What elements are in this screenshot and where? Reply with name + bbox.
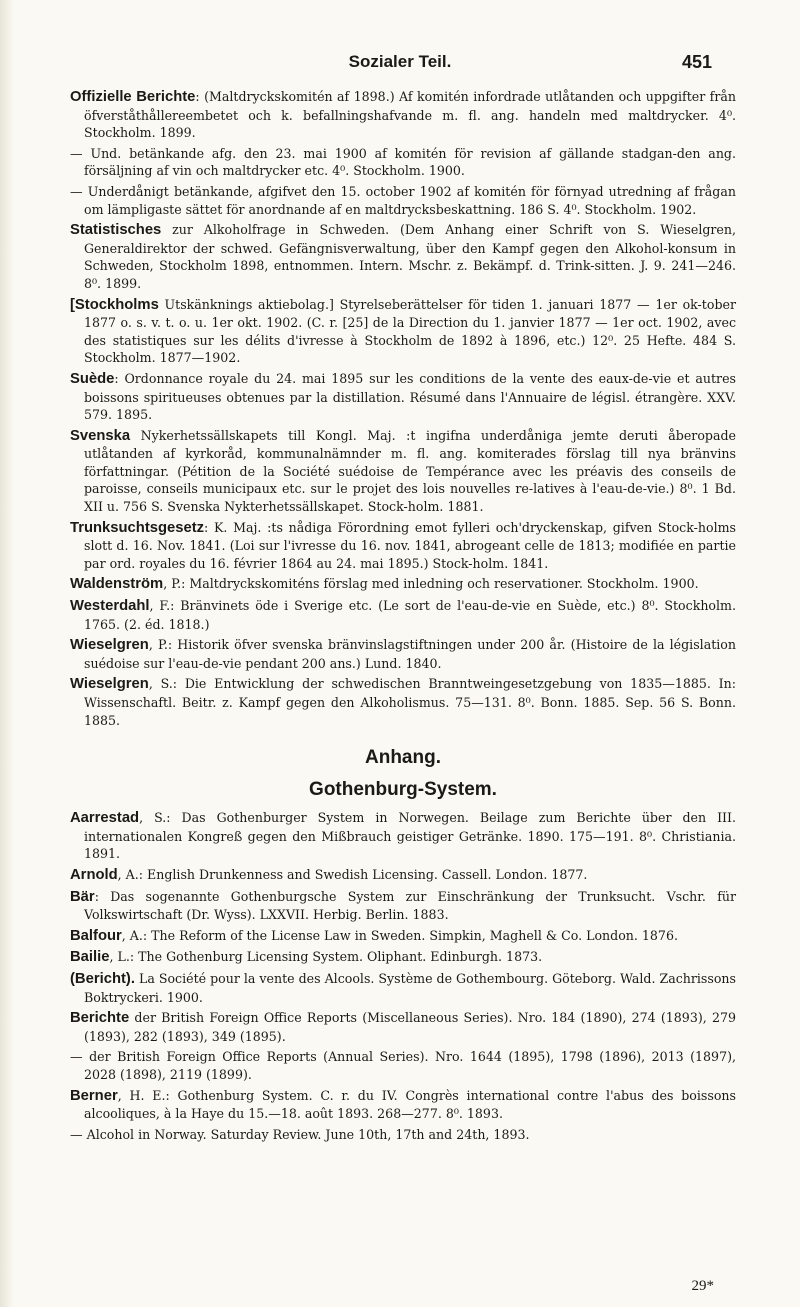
entry-text: , P.: Historik öfver svenska bränvinslagstiftningen under 200 år. (Histoire de la législation suédoise sur l'eau-de-vie pendant 200 ans.) Lund. 1840. [84,637,736,671]
entry-text: : Ordonnance royale du 24. mai 1895 sur les conditions de la vente des eaux-de-vie et autres boissons spiritueuses obtenues par la distillation. Résumé dans l'Annuaire de législ. étrangère. XXV. 579. 1895. [84,370,736,423]
entry-text: , A.: The Reform of the License Law in Sweden. Simpkin, Maghell & Co. London. 1876. [121,927,678,943]
bibliography-entry [70,927,736,946]
bibliography-entry [70,519,736,573]
bibliography-entry [70,866,736,885]
entry-text: , F.: Bränvinets öde i Sverige etc. (Le sort de l'eau-de-vie en Suède, etc.) 8⁰. Stockholm. 1765. (2. éd. 1818.) [84,598,736,632]
bibliography-entry [70,1009,736,1045]
entry-text: Utskänknings aktiebolag.] Styrelseberättelser för tiden 1. januari 1877 — 1er ok-tober 1877 o. s. v. t. o. u. 1er okt. 1902. (C. r. [25] de la Direction du 1. janvier 1877 — 1er oct. 1902, avec des statistiques sur les délits d'ivresse à Stockholm de 1892 à 1896, etc.) 12⁰. 25 Hefte. 484 S. Stockholm. 1877—1902. [84,296,736,366]
bibliography-entry [70,970,736,1006]
entry-author: Svenska [70,427,131,444]
page-number: 451 [681,52,712,72]
entry-author: Berichte [70,1010,130,1027]
running-header [0,52,800,78]
bibliography-entry [70,296,736,367]
entry-author: Wieselgren [70,676,149,693]
bibliography-entry [70,370,736,424]
entry-author: Trunksuchtsgesetz [70,519,205,536]
entry-text: zur Alkoholfrage in Schweden. (Dem Anhang einer Schrift von S. Wieselgren, Generaldirektor der schwed. Gefängnisverwaltung, über den Kampf gegen den Alkohol-konsum in Schweden, Stockholm 1898, entnommen. Intern. Mschr. z. Bekämpf. d. Trink-sitten. J. 9. 241—246. 8⁰. 1899. [84,222,736,291]
entry-author: Balfour [70,927,122,944]
bibliography-entry [70,427,736,516]
entry-text: — Und. betänkande afg. den 23. mai 1900 af komitén för revision af gällande stadgan-den ang. försäljning af vin och maltdrycker etc. 4⁰. Stockholm. 1900. [70,145,736,179]
bibliography-entry [70,1087,736,1123]
entry-author: Waldenström [70,576,164,593]
entry-text: , S.: Das Gothenburger System in Norwegen. Beilage zum Berichte über den III. internationalen Kongreß gegen den Mißbrauch geistiger Getränke. 1890. 175—191. 8⁰. Christiania. 1891. [84,810,736,862]
entry-text: : K. Maj. :ts nådiga Förordning emot fylleri och'dryckenskap, gifven Stock-holms slott d. 16. Nov. 1841. (Loi sur l'ivresse du 16. nov. 1841, abrogeant celle de 1813; modifiée en partie par ord. royales du 16. février 1864 au 24. mai 1895.) Stock-holm. 1841. [84,519,736,571]
entry-text: La Société pour la vente des Alcools. Système de Gothembourg. Göteborg. Wald. Zachrissons Boktryckeri. 1900. [84,970,737,1005]
entry-text: der British Foreign Office Reports (Miscellaneous Series). Nro. 184 (1890), 274 (1893), 279 (1893), 282 (1893), 349 (1895). [84,1010,736,1044]
entry-text: : (Maltdryckskomitén af 1898.) Af komitén infordrade utlåtanden och uppgifter från öfverståthållereembetet och k. befallningshafvande m. fl. ang. handeln med maltdrycker. 4⁰. Stockholm. 1899. [84,89,736,141]
entry-author: Statistisches [70,222,162,239]
entry-author: (Bericht). [70,970,135,987]
bibliography-entry [70,145,736,180]
bibliography [70,88,736,1146]
entry-text: — der British Foreign Office Reports (Annual Series). Nro. 1644 (1895), 1798 (1896), 2013 (1897), 2028 (1898), 2119 (1899). [70,1049,736,1082]
bibliography-entry [70,183,736,218]
entry-author: Wieselgren [70,637,149,654]
appendix-heading-block [70,747,736,801]
entry-text: , A.: English Drunkenness and Swedish Licensing. Cassell. London. 1877. [117,866,588,882]
bibliography-entry [70,221,736,292]
entry-author: Berner [70,1087,118,1104]
entry-author: [Stockholms [70,296,159,313]
entry-author: Aarrestad [70,810,140,827]
bibliography-entry [70,1126,736,1144]
bibliography-entry [70,888,736,924]
entry-text: , P.: Maltdryckskomiténs förslag med inledning och reservationer. Stockholm. 1900. [163,576,699,592]
bibliography-entry [70,636,736,672]
entry-list-bottom [70,809,736,1143]
bibliography-entry [70,575,736,594]
appendix-subheading: Gothenburg-System. [309,779,497,801]
bibliography-entry [70,597,736,633]
bibliography-entry [70,809,736,863]
appendix-heading: Anhang. [365,747,441,769]
entry-author: Bailie [70,949,110,966]
entry-author: Suède [70,370,115,387]
entry-text: Nykerhetssällskapets till Kongl. Maj. :t ingifna underdåniga jemte deruti åberopade utlåtanden af kyrkoråd, kommunalnämnder m. fl. ang. komiterades förslag till nya bränvins författningar. (Pétition de la Société suédoise de Tempérance avec les préavis des conseils de paroisse, conseils municipaux etc. sur le projet des lois nouvelles re-latives à l'eau-de-vie.) 8⁰. 1 Bd. XII u. 756 S. Svenska Nykterhetssällskapet. Stock-holm. 1881. [84,427,736,515]
entry-text: — Alcohol in Norway. Saturday Review. June 10th, 17th and 24th, 1893. [70,1126,530,1142]
bibliography-entry [70,88,736,142]
bibliography-entry [70,1048,736,1083]
entry-text: , H. E.: Gothenburg System. C. r. du IV. Congrès international contre l'abus des boissons alcooliques, à la Haye du 15.—18. août 1893. 268—277. 8⁰. 1893. [84,1087,736,1122]
entry-text: , S.: Die Entwicklung der schwedischen Branntweingesetzgebung von 1835—1885. In: Wissenschaftl. Beitr. z. Kampf gegen den Alkoholismus. 75—131. 8⁰. Bonn. 1885. Sep. 56 S. Bonn. 1885. [84,676,736,728]
page-edge-shadow [0,0,14,1307]
running-title: Sozialer Teil. [348,52,452,71]
entry-text: — Underdånigt betänkande, afgifvet den 15. october 1902 af komitén för förnyad utredning af frågan om lämpligaste sättet för anordnande af en maltdrycksbeskattning. 186 S. 4⁰. Stockholm. 1902. [70,183,736,217]
entry-text: : Das sogenannte Gothenburgsche System zur Einschränkung der Trunksucht. Vschr. für Volkswirtschaft (Dr. Wyss). LXXVII. Herbig. Berlin. 1883. [84,888,736,923]
entry-list-top [70,88,736,729]
bibliography-entry [70,675,736,729]
entry-author: Arnold [70,866,118,883]
entry-text: , L.: The Gothenburg Licensing System. Oliphant. Edinburgh. 1873. [109,949,543,965]
entry-author: Bär [70,888,95,905]
signature-mark: 29* [691,1278,714,1294]
entry-author: Offizielle Berichte [70,89,196,105]
bibliography-entry [70,948,736,967]
entry-author: Westerdahl [70,598,150,615]
